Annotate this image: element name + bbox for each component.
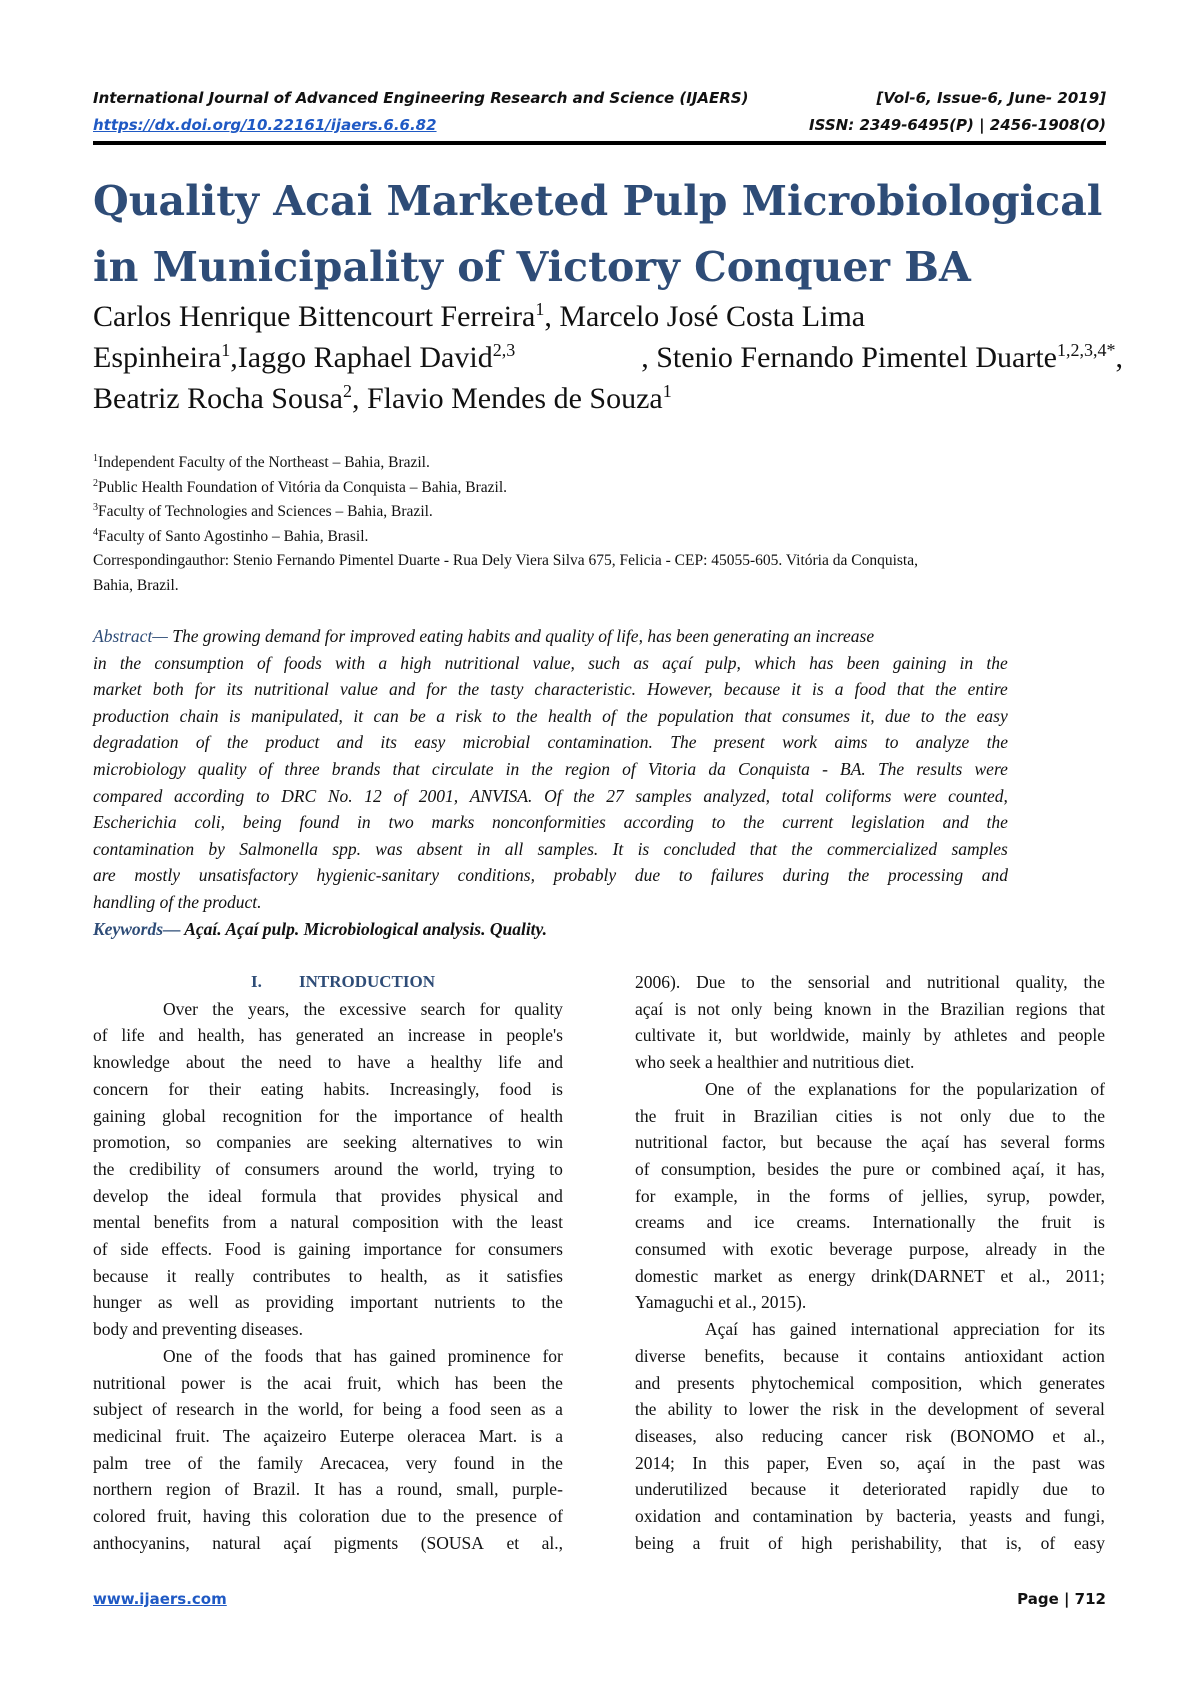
affiliation-text: Faculty of Santo Agostinho – Bahia, Brasil. (98, 527, 369, 545)
body-line: northern region of Brazil. It has a round, small, purple- (93, 1479, 563, 1500)
article-title: Quality Acai Marketed Pulp Microbiological in Municipality of Victory Conquer BA (93, 177, 1103, 291)
journal-name: International Journal of Advanced Engineering Research and Science (IJAERS) (93, 89, 749, 107)
body-line: of consumption, besides the pure or combined açaí, it has, (635, 1158, 1105, 1179)
section-number: I. (250, 972, 262, 991)
abstract-line: contamination by Salmonella spp. was absent in all samples. It is concluded that the commercialized samples (93, 838, 1008, 859)
author-affiliation-mark: 1 (221, 340, 231, 360)
author-name: Beatriz Rocha Sousa (93, 382, 343, 415)
body-line: Over the years, the excessive search for quality (163, 998, 563, 1019)
abstract-line: production chain is manipulated, it can be a risk to the health of the population that consumes it, due to the easy (93, 705, 1008, 726)
doi-link[interactable]: https://dx.doi.org/10.22161/ijaers.6.6.82 (93, 116, 437, 134)
author-line (93, 337, 1123, 378)
keywords-line (93, 916, 1008, 943)
author-line (93, 296, 1123, 337)
body-line: medicinal fruit. The açaizeiro Euterpe oleracea Mart. is a (93, 1425, 563, 1446)
abstract-line: handling of the product. (93, 891, 262, 912)
body-line: creams and ice creams. Internationally the fruit is (635, 1212, 1105, 1233)
affiliation-number: 4 (93, 526, 98, 538)
body-line: hunger as well as providing important nutrients to the (93, 1292, 563, 1313)
body-line: mental benefits from a natural composition with the least (93, 1212, 563, 1233)
abstract-line: compared according to DRC No. 12 of 2001, ANVISA. Of the 27 samples analyzed, total coliforms were counted, (93, 785, 1008, 806)
abstract-line (93, 623, 1008, 650)
author-affiliation-mark: 2,3 (492, 340, 516, 360)
header-rule (93, 141, 1106, 145)
journal-website-link[interactable]: www.ijaers.com (93, 1590, 227, 1608)
affiliation-item (93, 525, 1113, 550)
body-line: consumed with exotic beverage purpose, already in the (635, 1239, 1105, 1260)
affiliations (93, 451, 1113, 598)
author-name: Carlos Henrique Bittencourt Ferreira (93, 300, 536, 333)
page-footer (93, 1590, 1106, 1608)
author-name: Espinheira (93, 341, 222, 374)
issn-info: ISSN: 2349-6495(P) | 2456-1908(O) (809, 116, 1106, 134)
body-line: palm tree of the family Arecacea, very found in the (93, 1452, 563, 1473)
body-line: 2006). Due to the sensorial and nutritional quality, the (635, 972, 1105, 992)
abstract-line: Escherichia coli, being found in two marks nonconformities according to the current legislation and the (93, 812, 1008, 833)
correspondence-line: Bahia, Brazil. (93, 576, 179, 594)
body-line: the credibility of consumers around the world, trying to (93, 1158, 563, 1179)
body-line: body and preventing diseases. (93, 1319, 303, 1340)
section-title: INTRODUCTION (298, 972, 436, 991)
author-name: , Marcelo José Costa Lima (544, 300, 866, 333)
body-line: who seek a healthier and nutritious diet. (635, 1052, 915, 1073)
keywords-label: Keywords— (93, 918, 181, 939)
affiliation-number: 1 (93, 452, 98, 464)
body-line: nutritional factor, but because the açaí has several forms (635, 1132, 1105, 1153)
author-name: , Flavio Mendes de Souza (351, 382, 663, 415)
affiliation-text: Independent Faculty of the Northeast – Bahia, Brazil. (98, 454, 430, 471)
body-line: 2014; In this paper, Even so, açaí in the past was (635, 1452, 1105, 1473)
body-line: nutritional power is the acai fruit, which has been the (93, 1372, 563, 1393)
body-line: subject of research in the world, for being a food seen as a (93, 1399, 563, 1420)
body-line: One of the explanations for the popularization of (705, 1078, 1105, 1099)
body-line: domestic market as energy drink(DARNET et al., 2011; (635, 1265, 1105, 1286)
body-line: knowledge about the need to have a healthy life and (93, 1052, 563, 1073)
body-line: gaining global recognition for the importance of health (93, 1105, 563, 1126)
abstract-line: are mostly unsatisfactory hygienic-sanitary conditions, probably due to failures during the processing and (93, 865, 1008, 886)
body-line: the fruit in Brazilian cities is not only due to the (635, 1105, 1105, 1126)
affiliation-item (93, 451, 1113, 476)
body-line: Açaí has gained international appreciation for its (705, 1319, 1105, 1340)
body-line: concern for their eating habits. Increasingly, food is (93, 1078, 563, 1099)
affiliation-item (93, 476, 1113, 501)
abstract-text: The growing demand for improved eating habits and quality of life, has been generating an increase (167, 626, 875, 646)
abstract-line: microbiology quality of three brands that circulate in the region of Vitoria da Conquista - BA. The results were (93, 758, 1008, 779)
correspondence-line: Correspondingauthor: Stenio Fernando Pimentel Duarte - Rua Dely Viera Silva 675, Felicia - CEP: 45055-605. Vitória da Conquista, (93, 552, 918, 569)
body-line: diseases, also reducing cancer risk (BONOMO et al., (635, 1425, 1105, 1446)
body-line: promotion, so companies are seeking alternatives to win (93, 1132, 563, 1153)
abstract-label: Abstract— (93, 626, 168, 646)
affiliation-number: 2 (93, 477, 98, 489)
abstract (93, 623, 1008, 942)
body-line: for example, in the forms of jellies, syrup, powder, (635, 1185, 1105, 1206)
author-name: , Stenio Fernando Pimentel Duarte (641, 341, 1057, 374)
body-line: the ability to lower the risk in the development of several (635, 1399, 1105, 1420)
body-line: cultivate it, but worldwide, mainly by athletes and people (635, 1025, 1105, 1046)
body-line: oxidation and contamination by bacteria, yeasts and fungi, (635, 1506, 1105, 1527)
body-line: anthocyanins, natural açaí pigments (SOUSA et al., (93, 1532, 563, 1553)
author-affiliation-mark: 2 (342, 381, 352, 401)
affiliation-item (93, 500, 1113, 525)
author-affiliation-mark: 1 (535, 299, 545, 319)
affiliation-text: Faculty of Technologies and Sciences – Bahia, Brazil. (98, 503, 433, 520)
author-line (93, 378, 1123, 419)
body-line: açaí is not only being known in the Brazilian regions that (635, 998, 1105, 1019)
body-line: and presents phytochemical composition, which generates (635, 1372, 1105, 1393)
affiliation-number: 3 (93, 501, 98, 513)
author-affiliation-mark: 1,2,3,4* (1057, 340, 1116, 360)
page-number: Page | 712 (1017, 1590, 1106, 1608)
body-line: because it really contributes to health, as it satisfies (93, 1265, 563, 1286)
body-line: of side effects. Food is gaining importance for consumers (93, 1239, 563, 1260)
abstract-line: degradation of the product and its easy microbial contamination. The present work aims to analyze the (93, 732, 1008, 753)
abstract-line: in the consumption of foods with a high nutritional value, such as açaí pulp, which has been gaining in the (93, 652, 1008, 673)
volume-info: [Vol-6, Issue-6, June- 2019] (876, 89, 1106, 107)
body-line: of life and health, has generated an increase in people's (93, 1025, 563, 1046)
affiliation-text: Public Health Foundation of Vitória da Conquista – Bahia, Brazil. (98, 478, 508, 496)
running-header (93, 89, 1106, 107)
section-heading (93, 969, 563, 996)
body-line: colored fruit, having this coloration due to the presence of (93, 1506, 563, 1527)
running-header-links (93, 116, 1106, 134)
body-line: being a fruit of high perishability, that is, of easy (635, 1532, 1105, 1553)
body-line: diverse benefits, because it contains antioxidant action (635, 1345, 1105, 1366)
right-column (635, 969, 1105, 1556)
body-line: One of the foods that has gained prominence for (163, 1345, 563, 1366)
abstract-line: market both for its nutritional value and for the tasty characteristic. However, because it is a food that the entire (93, 679, 1008, 700)
author-name: ,Iaggo Raphael David (230, 341, 493, 374)
left-column (93, 969, 563, 1556)
body-line: develop the ideal formula that provides physical and (93, 1185, 563, 1206)
keywords-text: Açaí. Açaí pulp. Microbiological analysis. Quality. (180, 918, 548, 939)
author-affiliation-mark: 1 (662, 381, 672, 401)
author-separator: , (1115, 341, 1123, 374)
author-list (93, 296, 1123, 419)
body-line: underutilized because it deteriorated rapidly due to (635, 1479, 1105, 1500)
body-line: Yamaguchi et al., 2015). (635, 1292, 807, 1313)
